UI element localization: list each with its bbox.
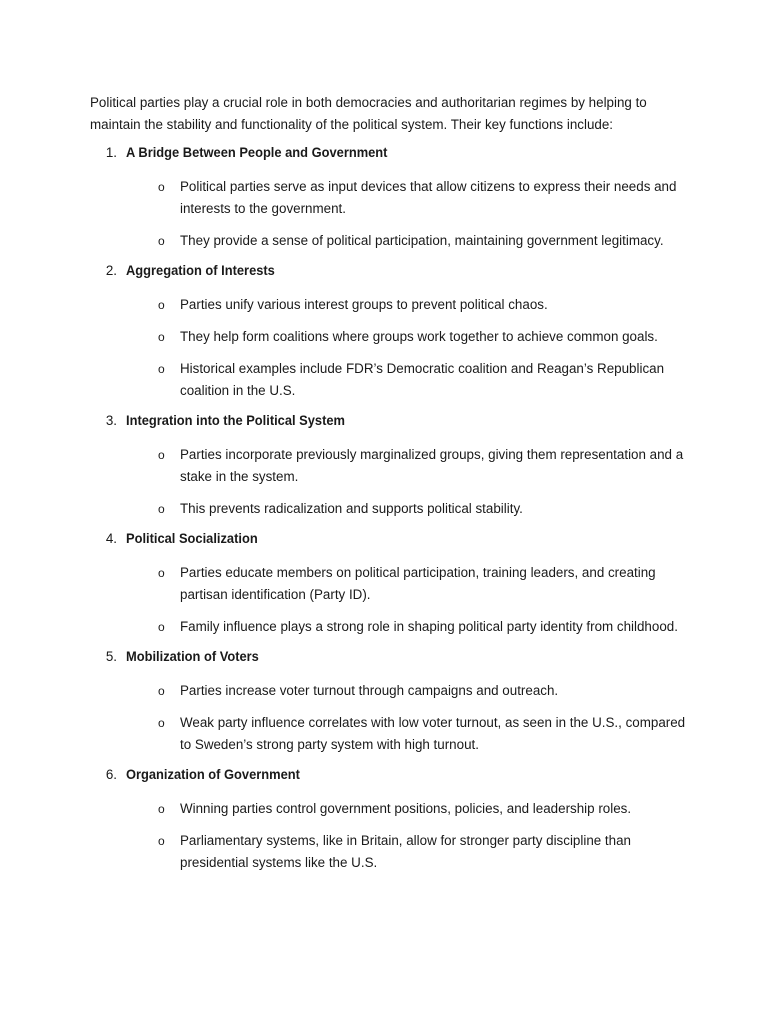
bullet-marker: o	[158, 834, 165, 848]
section-heading	[90, 262, 690, 284]
bullet-marker: o	[158, 620, 165, 634]
bullet-item	[90, 230, 690, 252]
bullet-marker: o	[158, 330, 165, 344]
bullet-text: Historical examples include FDR’s Democratic coalition and Reagan’s Republican coalition in the U.S.	[180, 361, 665, 398]
document-page	[90, 92, 690, 884]
section-number: 5.	[105, 649, 117, 664]
bullet-item	[90, 358, 690, 402]
bullet-item	[90, 680, 690, 702]
bullet-text: Parties increase voter turnout through campaigns and outreach.	[180, 683, 559, 698]
bullet-marker: o	[158, 362, 165, 376]
section-number: 2.	[105, 263, 117, 278]
bullet-text: Parties educate members on political participation, training leaders, and creating partisan identification (Party ID).	[180, 565, 656, 602]
bullet-text: Parliamentary systems, like in Britain, allow for stronger party discipline than presidential systems like the U.S.	[180, 833, 631, 870]
bullet-list	[90, 680, 690, 756]
section-number: 4.	[105, 531, 117, 546]
section-heading	[90, 648, 690, 670]
section-item	[90, 144, 690, 252]
bullet-text: They provide a sense of political participation, maintaining government legitimacy.	[180, 233, 664, 248]
functions-list	[90, 144, 690, 874]
section-title: Political Socialization	[126, 530, 258, 546]
bullet-item	[90, 294, 690, 316]
intro-paragraph: Political parties play a crucial role in both democracies and authoritarian regimes by helping to maintain the stability and functionality of the political system. Their key functions include:	[90, 95, 647, 132]
section-item	[90, 766, 690, 874]
bullet-text: Political parties serve as input devices that allow citizens to express their needs and interests to the government.	[180, 179, 677, 216]
section-title: Organization of Government	[126, 766, 300, 782]
section-title: Mobilization of Voters	[126, 648, 259, 664]
section-item	[90, 648, 690, 756]
bullet-marker: o	[158, 802, 165, 816]
section-title: Aggregation of Interests	[126, 262, 275, 278]
section-number: 3.	[105, 413, 117, 428]
bullet-list	[90, 444, 690, 520]
bullet-marker: o	[158, 180, 165, 194]
bullet-marker: o	[158, 448, 165, 462]
bullet-marker: o	[158, 298, 165, 312]
bullet-marker: o	[158, 684, 165, 698]
bullet-item	[90, 326, 690, 348]
bullet-marker: o	[158, 234, 165, 248]
section-heading	[90, 144, 690, 166]
section-item	[90, 262, 690, 402]
bullet-marker: o	[158, 502, 165, 516]
bullet-text: Weak party influence correlates with low voter turnout, as seen in the U.S., compared to Sweden’s strong party system with high turnout.	[180, 715, 686, 752]
bullet-list	[90, 176, 690, 252]
bullet-item	[90, 562, 690, 606]
bullet-list	[90, 798, 690, 874]
bullet-text: Parties unify various interest groups to prevent political chaos.	[180, 297, 548, 312]
section-title: A Bridge Between People and Government	[126, 144, 388, 160]
bullet-item	[90, 176, 690, 220]
bullet-item	[90, 616, 690, 638]
section-heading	[90, 530, 690, 552]
bullet-item	[90, 798, 690, 820]
bullet-item	[90, 830, 690, 874]
section-number: 6.	[105, 767, 117, 782]
bullet-text: They help form coalitions where groups work together to achieve common goals.	[180, 329, 658, 344]
bullet-text: Family influence plays a strong role in shaping political party identity from childhood.	[180, 619, 678, 634]
bullet-item	[90, 498, 690, 520]
bullet-marker: o	[158, 716, 165, 730]
section-item	[90, 412, 690, 520]
section-number: 1.	[105, 145, 117, 160]
bullet-text: Parties incorporate previously marginalized groups, giving them representation and a stake in the system.	[180, 447, 684, 484]
bullet-list	[90, 562, 690, 638]
section-heading	[90, 412, 690, 434]
bullet-list	[90, 294, 690, 402]
bullet-text: Winning parties control government positions, policies, and leadership roles.	[180, 801, 632, 816]
bullet-item	[90, 444, 690, 488]
section-title: Integration into the Political System	[126, 412, 346, 428]
section-heading	[90, 766, 690, 788]
section-item	[90, 530, 690, 638]
bullet-item	[90, 712, 690, 756]
bullet-text: This prevents radicalization and supports political stability.	[180, 501, 523, 516]
bullet-marker: o	[158, 566, 165, 580]
